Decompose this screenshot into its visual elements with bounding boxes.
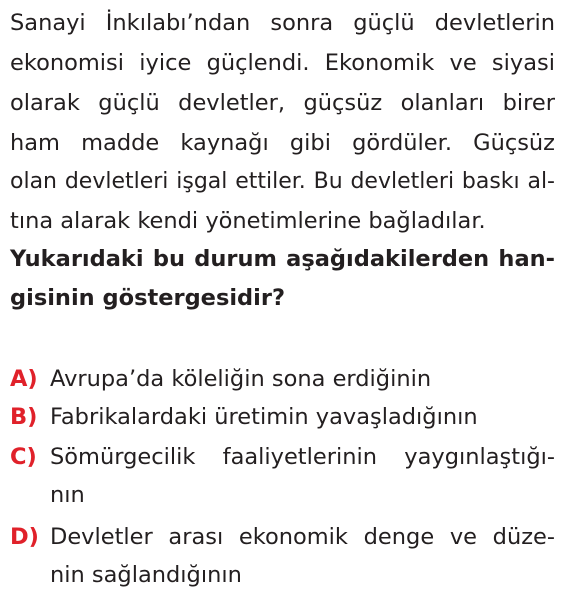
option-c-letter[interactable]: C) — [10, 444, 37, 470]
passage-line-3: olarak güçlü devletler, güçsüz olanları birer — [10, 90, 555, 116]
passage-line-4: ham madde kaynağı gibi gördüler. Güçsüz — [10, 130, 555, 156]
option-a-letter[interactable]: A) — [10, 366, 38, 392]
option-d-letter[interactable]: D) — [10, 524, 39, 550]
option-b-letter[interactable]: B) — [10, 404, 38, 430]
option-c-text-line-1[interactable]: Sömürgecilik faaliyetlerinin yaygınlaştığı- — [50, 444, 555, 470]
option-d-text-line-2[interactable]: nin sağlandığının — [50, 562, 242, 588]
passage-line-1: Sanayi İnkılabı’ndan sonra güçlü devletlerin — [10, 10, 555, 36]
question-line-2: gisinin göstergesidir? — [10, 285, 286, 311]
option-c-text-line-2[interactable]: nın — [50, 482, 85, 508]
option-b-text[interactable]: Fabrikalardaki üretimin yavaşladığının — [50, 404, 478, 430]
option-d-text-line-1[interactable]: Devletler arası ekonomik denge ve düze- — [50, 524, 555, 550]
passage-line-6: tına alarak kendi yönetimlerine bağladılar. — [10, 208, 486, 234]
passage-line-5: olan devletleri işgal ettiler. Bu devletleri baskı al- — [10, 169, 555, 194]
passage-line-2: ekonomisi iyice güçlendi. Ekonomik ve siyasi — [10, 50, 555, 76]
question-line-1: Yukarıdaki bu durum aşağıdakilerden han- — [10, 246, 555, 272]
option-a-text[interactable]: Avrupa’da köleliğin sona erdiğinin — [50, 366, 432, 392]
